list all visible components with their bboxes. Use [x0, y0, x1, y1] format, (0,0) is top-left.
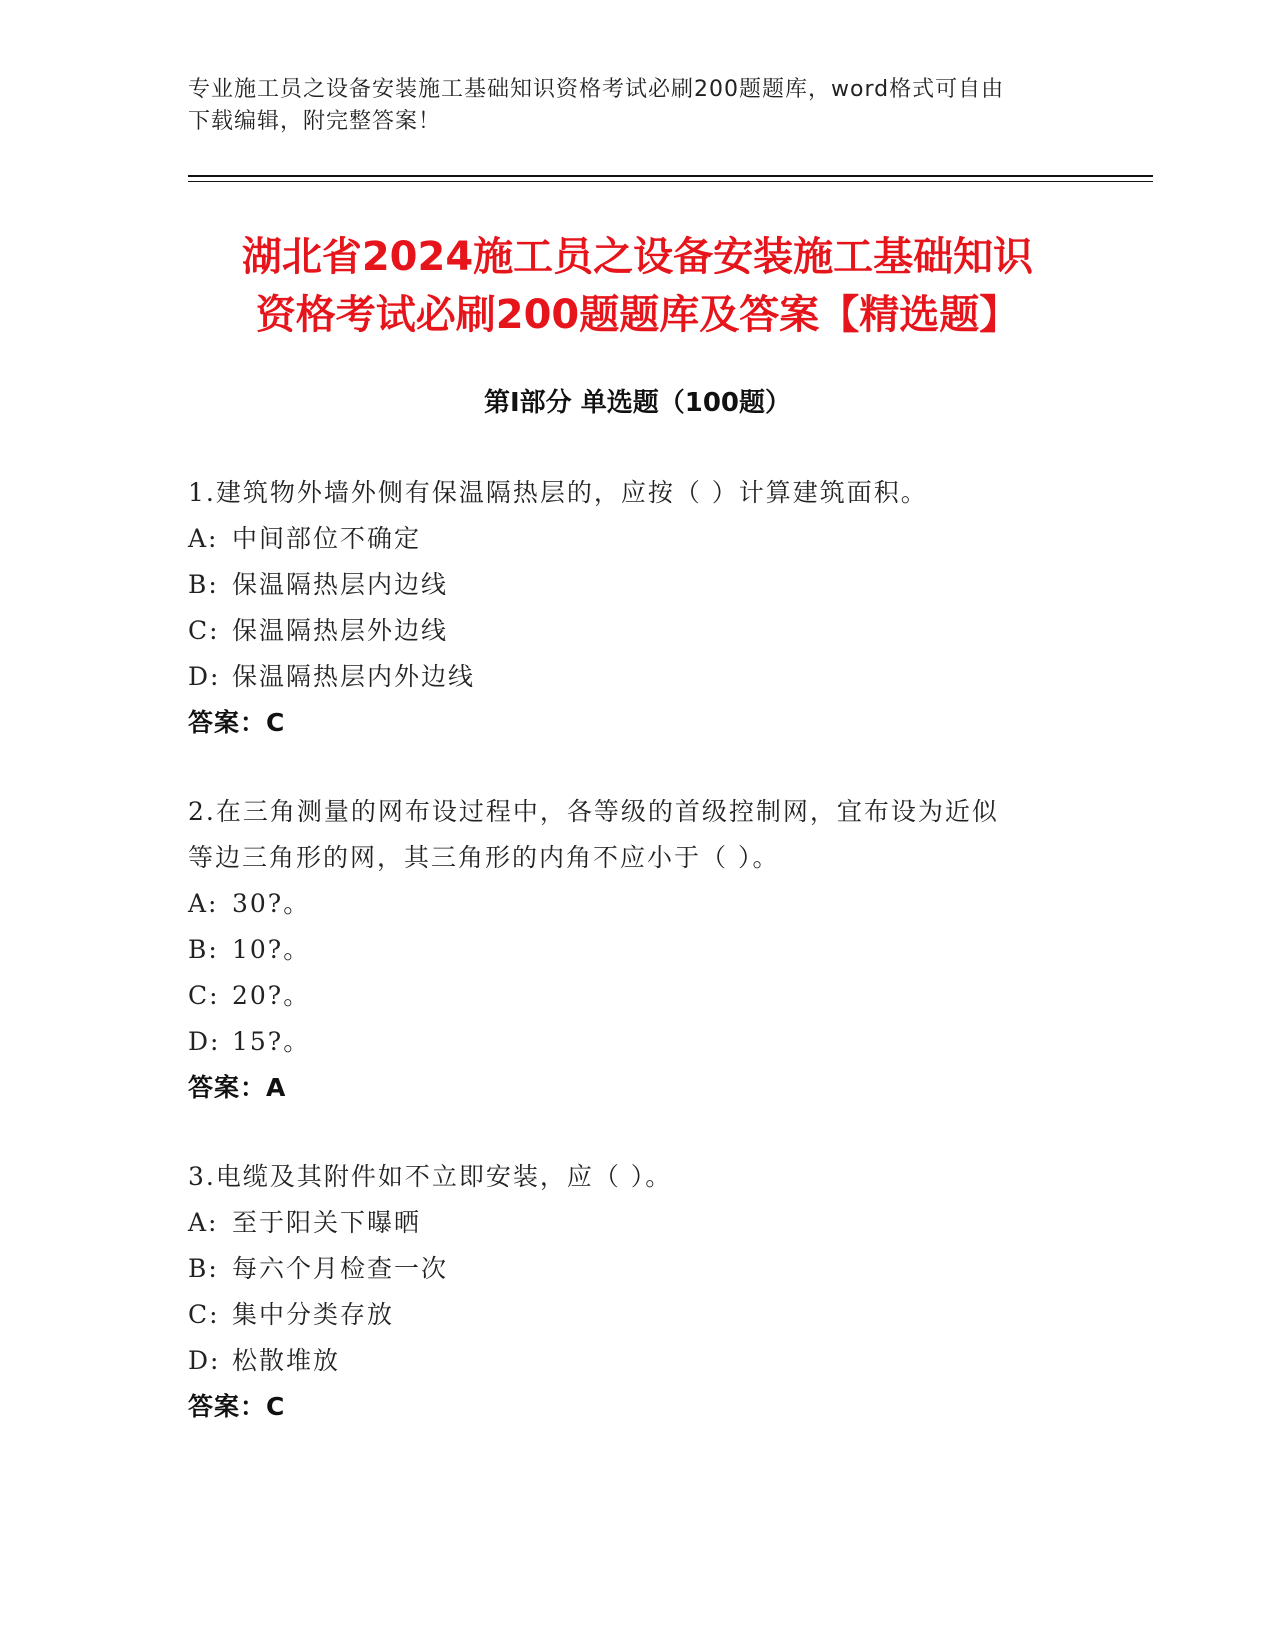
header-divider-thin: [188, 181, 1153, 182]
option-text: 30?。: [232, 889, 311, 918]
option-key: B:: [188, 570, 219, 599]
option-text: 保温隔热层内边线: [232, 570, 449, 599]
header-divider-thick: [188, 175, 1153, 177]
question-list: [188, 470, 1078, 1473]
stem-line: 3.电缆及其附件如不立即安装，应（ ）。: [188, 1162, 673, 1191]
stem-line: 1.建筑物外墙外侧有保温隔热层的，应按（ ）计算建筑面积。: [188, 478, 928, 507]
option-b: [188, 1246, 1078, 1292]
option-key: A:: [188, 524, 219, 553]
option-c: [188, 608, 1078, 654]
question-3: [188, 1154, 1078, 1430]
answer-line: 答案：C: [188, 708, 286, 737]
stem-line: 等边三角形的网，其三角形的内角不应小于（ ）。: [188, 843, 780, 872]
option-d: [188, 1338, 1078, 1384]
title-line: 资格考试必刷200题题库及答案【精选题】: [255, 292, 1020, 338]
header-note-line: 下载编辑，附完整答案！: [188, 109, 442, 134]
option-text: 松散堆放: [232, 1346, 341, 1375]
option-d: [188, 654, 1078, 700]
answer-line: 答案：A: [188, 1073, 287, 1102]
option-key: B:: [188, 1254, 219, 1283]
option-c: [188, 1292, 1078, 1338]
question-2: [188, 789, 1078, 1111]
option-a: [188, 1200, 1078, 1246]
option-a: [188, 516, 1078, 562]
header-note: [188, 74, 1068, 138]
question-1: [188, 470, 1078, 746]
option-key: A:: [188, 1208, 219, 1237]
document-title: [150, 228, 1125, 344]
stem-line: 2.在三角测量的网布设过程中，各等级的首级控制网，宜布设为近似: [188, 797, 999, 826]
option-d: [188, 1019, 1078, 1065]
option-key: D:: [188, 1346, 221, 1375]
option-key: B:: [188, 935, 219, 964]
option-c: [188, 973, 1078, 1019]
option-key: C:: [188, 1300, 220, 1329]
title-line: 湖北省2024施工员之设备安装施工基础知识: [241, 234, 1034, 280]
option-b: [188, 927, 1078, 973]
option-a: [188, 881, 1078, 927]
option-text: 10?。: [232, 935, 311, 964]
option-key: A:: [188, 889, 219, 918]
question-stem: [188, 1154, 1078, 1200]
option-text: 20?。: [232, 981, 311, 1010]
option-text: 保温隔热层外边线: [232, 616, 449, 645]
option-text: 15?。: [232, 1027, 311, 1056]
option-key: D:: [188, 662, 221, 691]
option-key: C:: [188, 616, 220, 645]
option-text: 每六个月检查一次: [232, 1254, 449, 1283]
option-key: D:: [188, 1027, 221, 1056]
option-key: C:: [188, 981, 220, 1010]
section-heading: 第I部分 单选题（100题）: [484, 388, 791, 418]
option-b: [188, 562, 1078, 608]
option-text: 至于阳关下曝晒: [232, 1208, 422, 1237]
option-text: 中间部位不确定: [232, 524, 422, 553]
option-text: 集中分类存放: [232, 1300, 395, 1329]
question-stem: [188, 470, 1078, 516]
answer-line: 答案：C: [188, 1392, 286, 1421]
question-stem: [188, 789, 1078, 881]
header-note-line: 专业施工员之设备安装施工基础知识资格考试必刷200题题库，word格式可自由: [188, 77, 1005, 102]
option-text: 保温隔热层内外边线: [232, 662, 476, 691]
